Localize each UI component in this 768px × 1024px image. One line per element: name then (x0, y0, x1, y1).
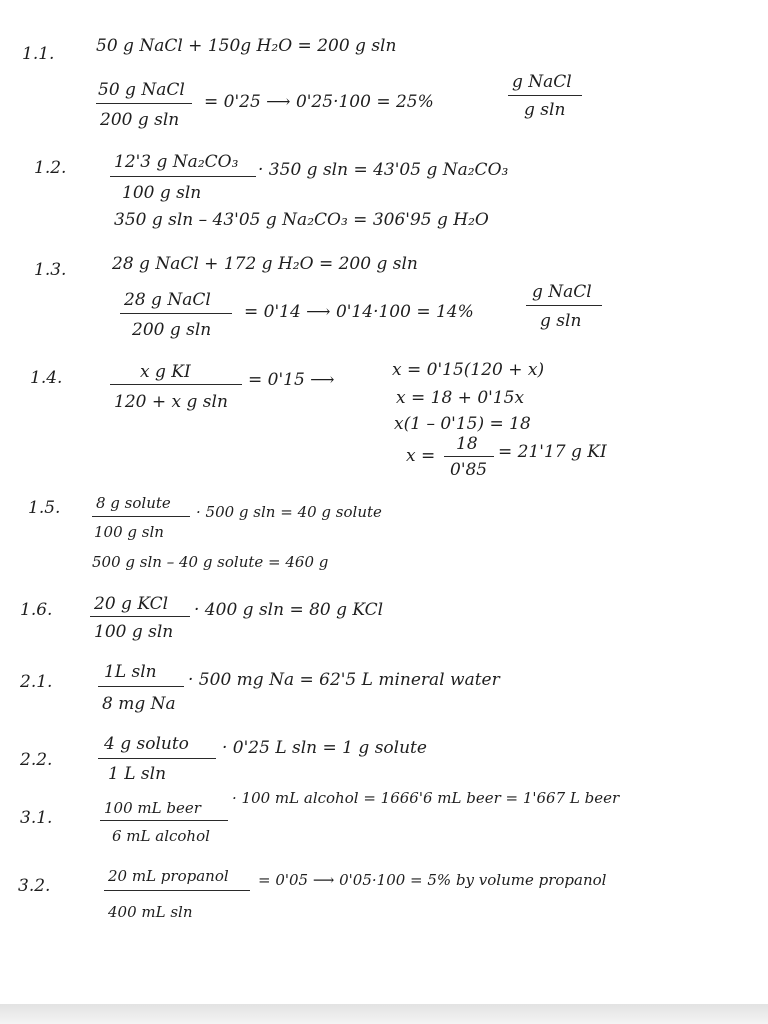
fraction-denominator: 100 g sln (122, 183, 202, 203)
fraction-numerator: 20 mL propanol (108, 867, 229, 885)
fraction-bar (92, 516, 190, 517)
unit-denominator: g sln (540, 311, 582, 331)
fraction-bar (100, 820, 228, 821)
solution-result: = 21'17 g KI (498, 442, 607, 462)
problem-label: 3.2. (18, 876, 51, 896)
fraction-numerator: 20 g KCl (94, 594, 169, 614)
solution-step: x = 18 + 0'15x (396, 388, 525, 408)
problem-label: 2.2. (20, 750, 53, 770)
equation-rest: · 500 mg Na = 62'5 L mineral water (188, 670, 500, 690)
unit-numerator: g NaCl (532, 282, 592, 302)
equation-line-2: 350 g sln – 43'05 g Na₂CO₃ = 306'95 g H₂O (114, 210, 489, 230)
solution-step: x = (406, 446, 436, 466)
equation-rest: · 500 g sln = 40 g solute (196, 503, 382, 521)
problem-label: 1.3. (34, 260, 67, 280)
scan-bottom-edge (0, 1004, 768, 1024)
fraction-denominator: 200 g sln (132, 320, 212, 340)
equation-rest: · 0'25 L sln = 1 g solute (222, 738, 427, 758)
fraction-denominator: 100 g sln (94, 523, 164, 541)
equation-line: 50 g NaCl + 150g H₂O = 200 g sln (96, 36, 397, 56)
problem-label: 1.2. (34, 158, 67, 178)
equation-rest: · 100 mL alcohol = 1666'6 mL beer = 1'667 L beer (232, 789, 620, 807)
unit-fraction-bar (508, 95, 582, 96)
problem-label: 2.1. (20, 672, 53, 692)
problem-label: 3.1. (20, 808, 53, 828)
fraction-denominator: 400 mL sln (108, 903, 193, 921)
fraction-bar (98, 686, 184, 687)
fraction-denominator: 6 mL alcohol (112, 827, 210, 845)
fraction-denominator: 8 mg Na (102, 694, 176, 714)
fraction-denominator: 100 g sln (94, 622, 174, 642)
equation-rest: = 0'15 ⟶ (248, 370, 335, 390)
fraction-numerator: 50 g NaCl (98, 80, 185, 100)
fraction-numerator: 18 (456, 434, 478, 454)
unit-numerator: g NaCl (512, 72, 572, 92)
equation-rest: · 350 g sln = 43'05 g Na₂CO₃ (258, 160, 509, 180)
unit-fraction-bar (526, 305, 602, 306)
fraction-numerator: 100 mL beer (104, 799, 201, 817)
fraction-numerator: 4 g soluto (104, 734, 189, 754)
fraction-numerator: 1L sln (104, 662, 157, 682)
fraction-bar (90, 616, 190, 617)
fraction-numerator: 12'3 g Na₂CO₃ (114, 152, 239, 172)
problem-label: 1.4. (30, 368, 63, 388)
fraction-numerator: x g KI (140, 362, 191, 382)
fraction-bar (104, 890, 250, 891)
fraction-bar (110, 176, 256, 177)
equation-rest: = 0'14 ⟶ 0'14·100 = 14% (244, 302, 474, 322)
solution-step: x(1 – 0'15) = 18 (394, 414, 531, 434)
equation-rest: = 0'05 ⟶ 0'05·100 = 5% by volume propanol (258, 871, 607, 889)
solution-step: x = 0'15(120 + x) (392, 360, 545, 380)
fraction-numerator: 28 g NaCl (124, 290, 211, 310)
problem-label: 1.6. (20, 600, 53, 620)
fraction-bar (120, 313, 232, 314)
fraction-denominator: 1 L sln (108, 764, 167, 784)
fraction-bar (96, 103, 192, 104)
fraction-bar (444, 456, 494, 457)
fraction-bar (110, 384, 242, 385)
equation-rest: = 0'25 ⟶ 0'25·100 = 25% (204, 92, 434, 112)
unit-denominator: g sln (524, 100, 566, 120)
equation-line: 28 g NaCl + 172 g H₂O = 200 g sln (112, 254, 418, 274)
fraction-denominator: 200 g sln (100, 110, 180, 130)
fraction-denominator: 120 + x g sln (114, 392, 228, 412)
fraction-bar (98, 758, 216, 759)
fraction-denominator: 0'85 (450, 460, 488, 480)
equation-line-2: 500 g sln – 40 g solute = 460 g (92, 553, 329, 571)
fraction-numerator: 8 g solute (96, 494, 171, 512)
problem-label: 1.1. (22, 44, 55, 64)
equation-rest: · 400 g sln = 80 g KCl (194, 600, 384, 620)
problem-label: 1.5. (28, 498, 61, 518)
